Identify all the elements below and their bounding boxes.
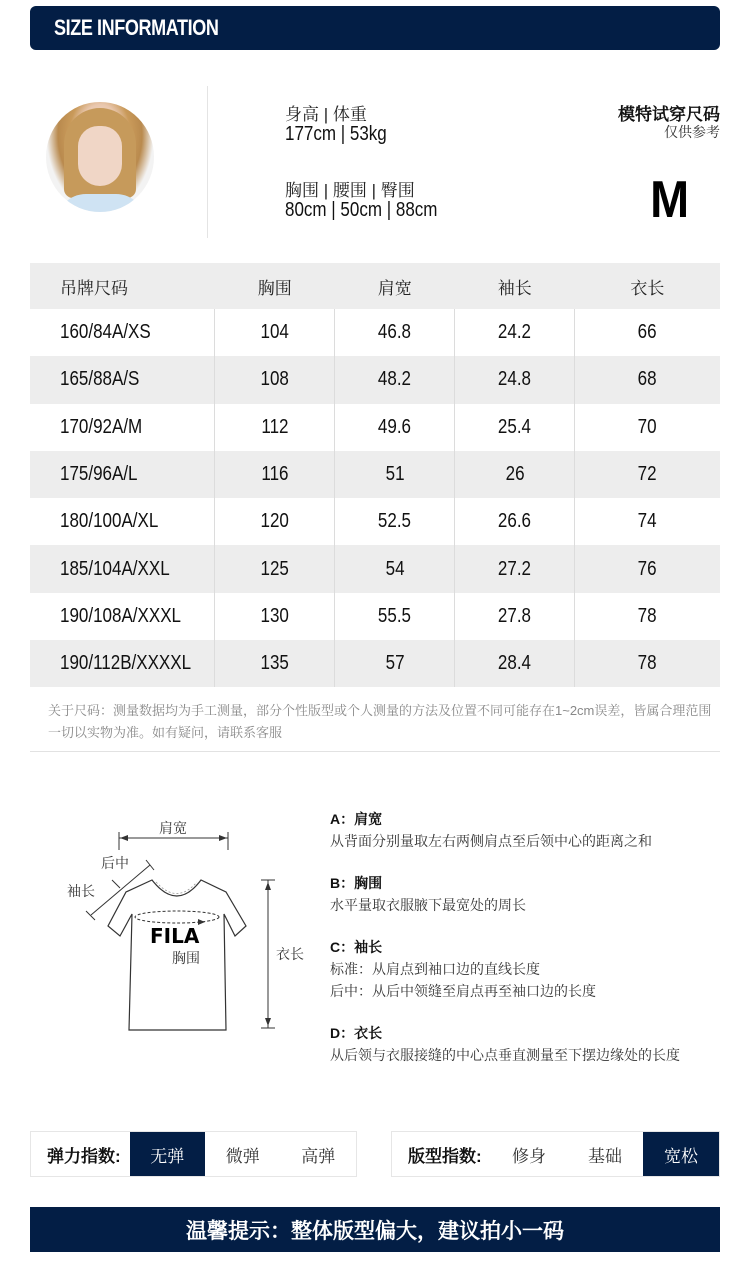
cell-chest: 108 [260,368,289,391]
cell-chest: 125 [260,557,289,580]
table-row [30,640,720,687]
cell-sleeve: 24.2 [498,321,532,344]
height-weight-value: 177cm | 53kg [285,123,387,145]
cell-shoulder: 51 [385,463,405,486]
cell-shoulder: 57 [385,652,405,675]
table-row [30,593,720,640]
cell-shoulder: 55.5 [378,604,412,627]
cell-length: 74 [638,510,658,533]
table-row [30,309,720,356]
cell-shoulder: 54 [385,557,405,580]
fit-option-slim: 修身 [512,1146,546,1166]
cell-shoulder: 48.2 [378,368,412,391]
cell-chest: 135 [260,652,289,675]
measurements-label: 胸围 | 腰围 | 臀围 [285,181,415,200]
elasticity-option-slight: 微弹 [225,1146,260,1166]
size-note: 关于尺码：测量数据均为手工测量，部分个性版型或个人测量的方法及位置不同可能存在1~2cm误差，皆属合理范围一切以实物为准。如有疑问，请联系客服 [48,703,712,740]
model-avatar [46,102,154,212]
definition-chest: B：胸围 水平量取衣服腋下最宽处的周长 [330,875,526,913]
elasticity-option-none: 无弹 [130,1132,206,1176]
diagram-label-shoulder: 肩宽 [159,820,187,836]
cell-tag-size: 175/96A/L [60,463,138,486]
definition-sleeve: C：袖长 标准：从肩点到袖口边的直线长度 后中：从后中领缝至肩点再至袖口边的长度 [330,939,596,999]
col-header-length: 衣长 [575,263,720,309]
avatar-face [78,126,122,186]
cell-tag-size: 170/92A/M [60,415,143,438]
size-table [30,263,720,687]
cell-length: 76 [638,557,658,580]
table-row [30,545,720,592]
measurements-value: 80cm | 50cm | 88cm [285,199,438,221]
cell-length: 72 [638,463,658,486]
model-info-section [0,80,750,250]
table-row [30,404,720,451]
fila-logo: FILA [150,924,200,948]
diagram-label-sleeve: 袖长 [67,883,95,899]
table-header-row [30,263,720,309]
cell-sleeve: 27.2 [498,557,532,580]
table-row [30,451,720,498]
cell-length: 78 [638,652,658,675]
col-header-chest: 胸围 [215,263,335,309]
cell-chest: 104 [260,321,289,344]
cell-chest: 120 [260,510,289,533]
tip-banner: 温馨提示：整体版型偏大，建议拍小一码 [30,1207,720,1252]
cell-sleeve: 26.6 [498,510,532,533]
measurement-definitions [330,808,730,1086]
elasticity-option-high: 高弹 [301,1146,336,1166]
cell-sleeve: 25.4 [498,415,532,438]
definition-shoulder: A：肩宽 从背面分别量取左右两侧肩点至后领中心的距离之和 [330,811,652,849]
table-row [30,498,720,545]
fit-option-regular: 基础 [588,1146,622,1166]
cell-tag-size: 185/104A/XXL [60,557,170,580]
cell-shoulder: 52.5 [378,510,412,533]
fit-label: 版型指数: [408,1146,482,1166]
diagram-label-back-center: 后中 [101,855,129,871]
elasticity-label: 弹力指数: [47,1146,121,1166]
fit-option-loose: 宽松 [643,1132,719,1176]
elasticity-index [30,1131,357,1177]
cell-tag-size: 180/100A/XL [60,510,159,533]
header-title: SIZE INFORMATION [54,15,219,40]
cell-chest: 130 [260,604,289,627]
cell-shoulder: 49.6 [378,415,412,438]
cell-sleeve: 27.8 [498,604,532,627]
cell-length: 66 [638,321,658,344]
cell-chest: 116 [261,463,289,486]
cell-tag-size: 190/108A/XXXL [60,604,181,627]
definition-length: D：衣长 从后领与衣服接缝的中心点垂直测量至下摆边缘处的长度 [330,1025,680,1063]
try-on-size: M [650,171,690,229]
cell-tag-size: 160/84A/XS [60,321,151,344]
cell-sleeve: 26 [505,463,525,486]
col-header-sleeve: 袖长 [455,263,575,309]
diagram-label-chest: 胸围 [172,950,200,966]
section-divider [30,751,720,752]
vertical-divider [207,86,208,238]
cell-length: 70 [638,415,658,438]
col-header-tag-size: 吊牌尺码 [30,263,215,309]
cell-sleeve: 28.4 [498,652,532,675]
fit-index [391,1131,720,1177]
cell-sleeve: 24.8 [498,368,532,391]
tshirt-diagram [40,780,320,1060]
cell-shoulder: 46.8 [378,321,412,344]
col-header-shoulder: 肩宽 [335,263,455,309]
height-weight-label: 身高 | 体重 [285,105,367,124]
header-bar [30,6,720,50]
try-on-note: 仅供参考 [664,124,720,140]
diagram-label-length: 衣长 [276,946,304,962]
cell-length: 78 [638,604,658,627]
cell-length: 68 [638,368,658,391]
cell-tag-size: 165/88A/S [60,368,140,391]
table-row [30,356,720,403]
cell-tag-size: 190/112B/XXXXL [60,652,192,675]
try-on-title: 模特试穿尺码 [618,105,720,124]
cell-chest: 112 [261,415,289,438]
